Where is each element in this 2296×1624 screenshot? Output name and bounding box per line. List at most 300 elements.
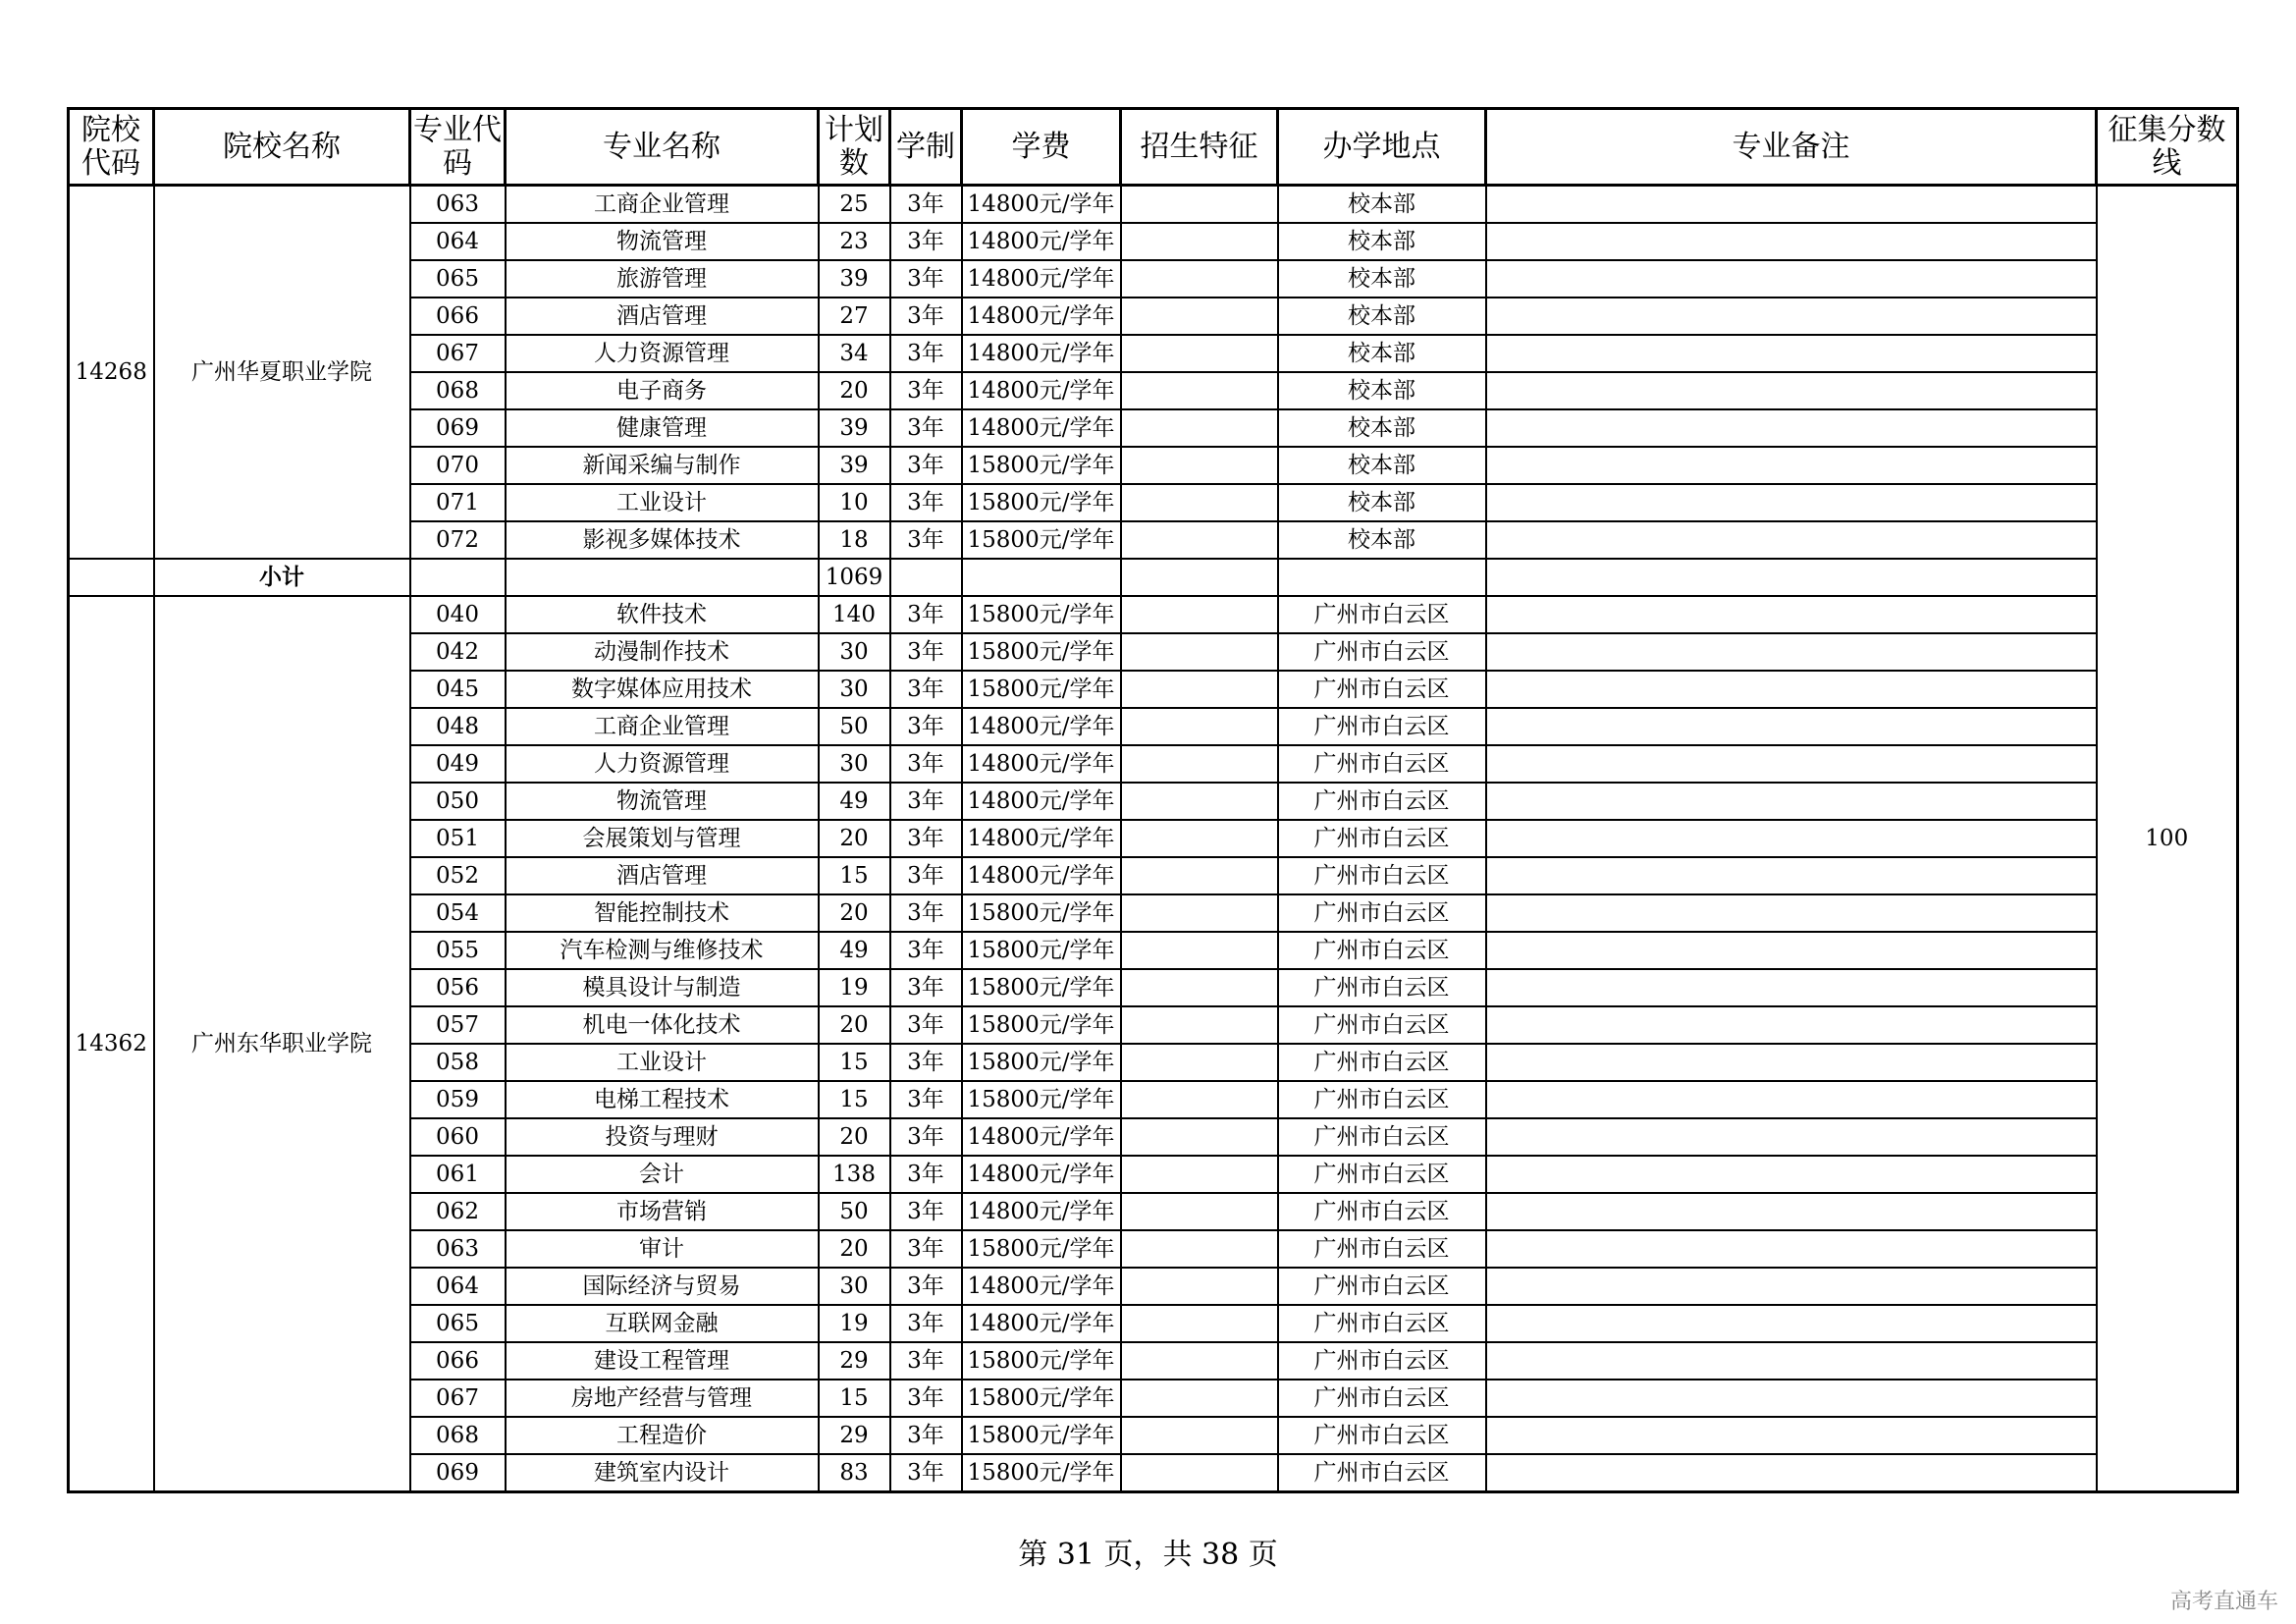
plan-count: 15 bbox=[819, 1380, 890, 1417]
major-name: 影视多媒体技术 bbox=[506, 521, 819, 559]
major-note bbox=[1486, 932, 2097, 969]
major-name: 电子商务 bbox=[506, 372, 819, 409]
duration: 3年 bbox=[890, 708, 962, 745]
major-code: 069 bbox=[410, 1454, 506, 1492]
major-name: 健康管理 bbox=[506, 409, 819, 447]
duration: 3年 bbox=[890, 745, 962, 783]
plan-count: 50 bbox=[819, 708, 890, 745]
subtotal-major-code bbox=[410, 559, 506, 596]
campus-location: 广州市白云区 bbox=[1278, 932, 1486, 969]
major-name: 会计 bbox=[506, 1156, 819, 1193]
campus-location: 广州市白云区 bbox=[1278, 969, 1486, 1006]
tuition: 15800元/学年 bbox=[962, 484, 1121, 521]
major-note bbox=[1486, 1268, 2097, 1305]
tuition: 14800元/学年 bbox=[962, 260, 1121, 298]
tuition: 14800元/学年 bbox=[962, 1268, 1121, 1305]
campus-location: 校本部 bbox=[1278, 372, 1486, 409]
plan-count: 20 bbox=[819, 1230, 890, 1268]
major-code: 068 bbox=[410, 1417, 506, 1454]
major-note bbox=[1486, 1417, 2097, 1454]
header-row bbox=[69, 109, 2238, 186]
duration: 3年 bbox=[890, 409, 962, 447]
subtotal-major-name bbox=[506, 559, 819, 596]
plan-count: 15 bbox=[819, 857, 890, 894]
major-code: 060 bbox=[410, 1118, 506, 1156]
major-note bbox=[1486, 1342, 2097, 1380]
institution-name: 广州华夏职业学院 bbox=[154, 186, 410, 560]
major-code: 070 bbox=[410, 447, 506, 484]
plan-count: 27 bbox=[819, 298, 890, 335]
campus-location: 校本部 bbox=[1278, 447, 1486, 484]
major-note bbox=[1486, 969, 2097, 1006]
major-note bbox=[1486, 633, 2097, 671]
tuition: 14800元/学年 bbox=[962, 186, 1121, 224]
campus-location: 广州市白云区 bbox=[1278, 1268, 1486, 1305]
major-code: 040 bbox=[410, 596, 506, 633]
major-name: 人力资源管理 bbox=[506, 335, 819, 372]
campus-location: 广州市白云区 bbox=[1278, 596, 1486, 633]
tuition: 15800元/学年 bbox=[962, 1342, 1121, 1380]
major-code: 072 bbox=[410, 521, 506, 559]
major-code: 065 bbox=[410, 1305, 506, 1342]
major-note bbox=[1486, 1081, 2097, 1118]
enrollment-feature bbox=[1121, 447, 1278, 484]
major-name: 酒店管理 bbox=[506, 298, 819, 335]
subtotal-label: 小计 bbox=[154, 559, 410, 596]
enrollment-feature bbox=[1121, 820, 1278, 857]
tuition: 14800元/学年 bbox=[962, 298, 1121, 335]
major-note bbox=[1486, 745, 2097, 783]
major-code: 049 bbox=[410, 745, 506, 783]
plan-count: 138 bbox=[819, 1156, 890, 1193]
plan-count: 39 bbox=[819, 447, 890, 484]
major-code: 051 bbox=[410, 820, 506, 857]
duration: 3年 bbox=[890, 857, 962, 894]
enrollment-feature bbox=[1121, 1268, 1278, 1305]
plan-count: 15 bbox=[819, 1081, 890, 1118]
major-note bbox=[1486, 223, 2097, 260]
major-name: 工商企业管理 bbox=[506, 186, 819, 224]
duration: 3年 bbox=[890, 1342, 962, 1380]
table-body bbox=[69, 186, 2238, 1492]
major-note bbox=[1486, 186, 2097, 224]
duration: 3年 bbox=[890, 1305, 962, 1342]
plan-count: 20 bbox=[819, 894, 890, 932]
major-code: 057 bbox=[410, 1006, 506, 1044]
header-inst-code: 院校代码 bbox=[69, 109, 154, 186]
tuition: 15800元/学年 bbox=[962, 1006, 1121, 1044]
tuition: 14800元/学年 bbox=[962, 708, 1121, 745]
enrollment-feature bbox=[1121, 372, 1278, 409]
tuition: 15800元/学年 bbox=[962, 969, 1121, 1006]
enrollment-feature bbox=[1121, 708, 1278, 745]
major-note bbox=[1486, 671, 2097, 708]
tuition: 15800元/学年 bbox=[962, 1380, 1121, 1417]
major-note bbox=[1486, 335, 2097, 372]
tuition: 14800元/学年 bbox=[962, 745, 1121, 783]
duration: 3年 bbox=[890, 1006, 962, 1044]
campus-location: 广州市白云区 bbox=[1278, 1417, 1486, 1454]
tuition: 15800元/学年 bbox=[962, 1081, 1121, 1118]
tuition: 14800元/学年 bbox=[962, 857, 1121, 894]
tuition: 14800元/学年 bbox=[962, 820, 1121, 857]
enrollment-feature bbox=[1121, 186, 1278, 224]
tuition: 15800元/学年 bbox=[962, 447, 1121, 484]
tuition: 15800元/学年 bbox=[962, 671, 1121, 708]
campus-location: 校本部 bbox=[1278, 186, 1486, 224]
major-name: 工商企业管理 bbox=[506, 708, 819, 745]
duration: 3年 bbox=[890, 1044, 962, 1081]
campus-location: 广州市白云区 bbox=[1278, 708, 1486, 745]
major-note bbox=[1486, 1044, 2097, 1081]
plan-count: 140 bbox=[819, 596, 890, 633]
duration: 3年 bbox=[890, 1230, 962, 1268]
tuition: 14800元/学年 bbox=[962, 1193, 1121, 1230]
table-row bbox=[69, 186, 2238, 224]
major-note bbox=[1486, 1305, 2097, 1342]
enrollment-feature bbox=[1121, 409, 1278, 447]
duration: 3年 bbox=[890, 820, 962, 857]
header-plan: 计划数 bbox=[819, 109, 890, 186]
major-code: 069 bbox=[410, 409, 506, 447]
tuition: 15800元/学年 bbox=[962, 1230, 1121, 1268]
major-code: 066 bbox=[410, 298, 506, 335]
enrollment-feature bbox=[1121, 671, 1278, 708]
campus-location: 广州市白云区 bbox=[1278, 1193, 1486, 1230]
major-note bbox=[1486, 708, 2097, 745]
plan-count: 25 bbox=[819, 186, 890, 224]
major-note bbox=[1486, 596, 2097, 633]
campus-location: 校本部 bbox=[1278, 260, 1486, 298]
subtotal-feature bbox=[1121, 559, 1278, 596]
campus-location: 校本部 bbox=[1278, 223, 1486, 260]
enrollment-feature bbox=[1121, 223, 1278, 260]
header-duration: 学制 bbox=[890, 109, 962, 186]
campus-location: 广州市白云区 bbox=[1278, 894, 1486, 932]
campus-location: 广州市白云区 bbox=[1278, 1118, 1486, 1156]
tuition: 14800元/学年 bbox=[962, 409, 1121, 447]
campus-location: 广州市白云区 bbox=[1278, 783, 1486, 820]
cutoff-score: 100 bbox=[2097, 186, 2238, 1492]
tuition: 15800元/学年 bbox=[962, 894, 1121, 932]
major-code: 063 bbox=[410, 186, 506, 224]
major-name: 模具设计与制造 bbox=[506, 969, 819, 1006]
subtotal-note bbox=[1486, 559, 2097, 596]
tuition: 14800元/学年 bbox=[962, 335, 1121, 372]
duration: 3年 bbox=[890, 932, 962, 969]
plan-count: 19 bbox=[819, 969, 890, 1006]
campus-location: 广州市白云区 bbox=[1278, 1081, 1486, 1118]
major-note bbox=[1486, 894, 2097, 932]
major-name: 智能控制技术 bbox=[506, 894, 819, 932]
tuition: 14800元/学年 bbox=[962, 223, 1121, 260]
duration: 3年 bbox=[890, 1454, 962, 1492]
major-name: 电梯工程技术 bbox=[506, 1081, 819, 1118]
campus-location: 广州市白云区 bbox=[1278, 1230, 1486, 1268]
major-code: 067 bbox=[410, 335, 506, 372]
major-code: 048 bbox=[410, 708, 506, 745]
major-name: 建设工程管理 bbox=[506, 1342, 819, 1380]
duration: 3年 bbox=[890, 447, 962, 484]
campus-location: 广州市白云区 bbox=[1278, 1156, 1486, 1193]
major-note bbox=[1486, 521, 2097, 559]
enrollment-feature bbox=[1121, 521, 1278, 559]
major-name: 工业设计 bbox=[506, 484, 819, 521]
institution-code: 14268 bbox=[69, 186, 154, 560]
tuition: 15800元/学年 bbox=[962, 932, 1121, 969]
enrollment-feature bbox=[1121, 1342, 1278, 1380]
major-code: 055 bbox=[410, 932, 506, 969]
campus-location: 广州市白云区 bbox=[1278, 820, 1486, 857]
major-note bbox=[1486, 409, 2097, 447]
enrollment-feature bbox=[1121, 1454, 1278, 1492]
enrollment-feature bbox=[1121, 633, 1278, 671]
major-name: 动漫制作技术 bbox=[506, 633, 819, 671]
page-footer: 第 31 页，共 38 页 bbox=[1018, 1538, 1278, 1572]
major-code: 066 bbox=[410, 1342, 506, 1380]
major-note bbox=[1486, 1454, 2097, 1492]
duration: 3年 bbox=[890, 1156, 962, 1193]
table-row bbox=[69, 596, 2238, 633]
major-note bbox=[1486, 783, 2097, 820]
campus-location: 校本部 bbox=[1278, 521, 1486, 559]
major-name: 物流管理 bbox=[506, 223, 819, 260]
tuition: 15800元/学年 bbox=[962, 596, 1121, 633]
duration: 3年 bbox=[890, 372, 962, 409]
major-note bbox=[1486, 820, 2097, 857]
campus-location: 广州市白云区 bbox=[1278, 1044, 1486, 1081]
major-code: 067 bbox=[410, 1380, 506, 1417]
admission-table bbox=[67, 107, 2239, 1493]
tuition: 14800元/学年 bbox=[962, 1118, 1121, 1156]
major-code: 059 bbox=[410, 1081, 506, 1118]
duration: 3年 bbox=[890, 633, 962, 671]
campus-location: 校本部 bbox=[1278, 298, 1486, 335]
subtotal-plan: 1069 bbox=[819, 559, 890, 596]
header-cutoff: 征集分数线 bbox=[2097, 109, 2238, 186]
major-name: 房地产经营与管理 bbox=[506, 1380, 819, 1417]
major-code: 062 bbox=[410, 1193, 506, 1230]
duration: 3年 bbox=[890, 671, 962, 708]
plan-count: 20 bbox=[819, 372, 890, 409]
major-name: 旅游管理 bbox=[506, 260, 819, 298]
major-note bbox=[1486, 298, 2097, 335]
plan-count: 19 bbox=[819, 1305, 890, 1342]
enrollment-feature bbox=[1121, 335, 1278, 372]
plan-count: 39 bbox=[819, 409, 890, 447]
duration: 3年 bbox=[890, 521, 962, 559]
campus-location: 广州市白云区 bbox=[1278, 671, 1486, 708]
major-name: 数字媒体应用技术 bbox=[506, 671, 819, 708]
enrollment-feature bbox=[1121, 969, 1278, 1006]
enrollment-feature bbox=[1121, 783, 1278, 820]
campus-location: 广州市白云区 bbox=[1278, 1380, 1486, 1417]
plan-count: 20 bbox=[819, 1006, 890, 1044]
major-name: 审计 bbox=[506, 1230, 819, 1268]
major-note bbox=[1486, 372, 2097, 409]
tuition: 15800元/学年 bbox=[962, 1417, 1121, 1454]
major-name: 会展策划与管理 bbox=[506, 820, 819, 857]
duration: 3年 bbox=[890, 1193, 962, 1230]
plan-count: 10 bbox=[819, 484, 890, 521]
campus-location: 广州市白云区 bbox=[1278, 1006, 1486, 1044]
major-note bbox=[1486, 260, 2097, 298]
major-code: 045 bbox=[410, 671, 506, 708]
enrollment-feature bbox=[1121, 1156, 1278, 1193]
header-feature: 招生特征 bbox=[1121, 109, 1278, 186]
plan-count: 39 bbox=[819, 260, 890, 298]
header-inst-name: 院校名称 bbox=[154, 109, 410, 186]
enrollment-feature bbox=[1121, 1417, 1278, 1454]
duration: 3年 bbox=[890, 596, 962, 633]
major-name: 投资与理财 bbox=[506, 1118, 819, 1156]
header-tuition: 学费 bbox=[962, 109, 1121, 186]
duration: 3年 bbox=[890, 969, 962, 1006]
campus-location: 广州市白云区 bbox=[1278, 1305, 1486, 1342]
major-code: 054 bbox=[410, 894, 506, 932]
header-note: 专业备注 bbox=[1486, 109, 2097, 186]
major-code: 052 bbox=[410, 857, 506, 894]
tuition: 15800元/学年 bbox=[962, 633, 1121, 671]
duration: 3年 bbox=[890, 298, 962, 335]
major-code: 064 bbox=[410, 223, 506, 260]
duration: 3年 bbox=[890, 1417, 962, 1454]
plan-count: 30 bbox=[819, 671, 890, 708]
enrollment-feature bbox=[1121, 1006, 1278, 1044]
plan-count: 83 bbox=[819, 1454, 890, 1492]
plan-count: 29 bbox=[819, 1342, 890, 1380]
header-location: 办学地点 bbox=[1278, 109, 1486, 186]
major-code: 050 bbox=[410, 783, 506, 820]
campus-location: 校本部 bbox=[1278, 335, 1486, 372]
enrollment-feature bbox=[1121, 1305, 1278, 1342]
plan-count: 29 bbox=[819, 1417, 890, 1454]
plan-count: 30 bbox=[819, 745, 890, 783]
plan-count: 30 bbox=[819, 1268, 890, 1305]
major-name: 建筑室内设计 bbox=[506, 1454, 819, 1492]
major-note bbox=[1486, 1156, 2097, 1193]
major-name: 人力资源管理 bbox=[506, 745, 819, 783]
duration: 3年 bbox=[890, 783, 962, 820]
major-note bbox=[1486, 447, 2097, 484]
major-name: 工业设计 bbox=[506, 1044, 819, 1081]
plan-count: 18 bbox=[819, 521, 890, 559]
major-name: 工程造价 bbox=[506, 1417, 819, 1454]
major-note bbox=[1486, 1230, 2097, 1268]
major-name: 市场营销 bbox=[506, 1193, 819, 1230]
enrollment-feature bbox=[1121, 1230, 1278, 1268]
campus-location: 广州市白云区 bbox=[1278, 1342, 1486, 1380]
major-name: 酒店管理 bbox=[506, 857, 819, 894]
major-note bbox=[1486, 857, 2097, 894]
major-name: 软件技术 bbox=[506, 596, 819, 633]
watermark: 高考直通车 bbox=[2169, 1590, 2278, 1614]
duration: 3年 bbox=[890, 223, 962, 260]
enrollment-feature bbox=[1121, 1081, 1278, 1118]
enrollment-feature bbox=[1121, 484, 1278, 521]
enrollment-feature bbox=[1121, 894, 1278, 932]
major-name: 物流管理 bbox=[506, 783, 819, 820]
enrollment-feature bbox=[1121, 857, 1278, 894]
plan-count: 49 bbox=[819, 932, 890, 969]
institution-name: 广州东华职业学院 bbox=[154, 596, 410, 1492]
major-note bbox=[1486, 484, 2097, 521]
duration: 3年 bbox=[890, 1380, 962, 1417]
major-note bbox=[1486, 1006, 2097, 1044]
subtotal-location bbox=[1278, 559, 1486, 596]
plan-count: 15 bbox=[819, 1044, 890, 1081]
duration: 3年 bbox=[890, 1268, 962, 1305]
major-code: 058 bbox=[410, 1044, 506, 1081]
plan-count: 34 bbox=[819, 335, 890, 372]
tuition: 15800元/学年 bbox=[962, 1454, 1121, 1492]
plan-count: 50 bbox=[819, 1193, 890, 1230]
campus-location: 广州市白云区 bbox=[1278, 857, 1486, 894]
enrollment-feature bbox=[1121, 745, 1278, 783]
major-name: 国际经济与贸易 bbox=[506, 1268, 819, 1305]
major-code: 068 bbox=[410, 372, 506, 409]
major-note bbox=[1486, 1380, 2097, 1417]
major-code: 056 bbox=[410, 969, 506, 1006]
enrollment-feature bbox=[1121, 1193, 1278, 1230]
duration: 3年 bbox=[890, 894, 962, 932]
subtotal-spacer bbox=[69, 559, 154, 596]
campus-location: 广州市白云区 bbox=[1278, 745, 1486, 783]
enrollment-feature bbox=[1121, 298, 1278, 335]
duration: 3年 bbox=[890, 186, 962, 224]
major-code: 065 bbox=[410, 260, 506, 298]
enrollment-feature bbox=[1121, 1380, 1278, 1417]
major-note bbox=[1486, 1118, 2097, 1156]
tuition: 14800元/学年 bbox=[962, 372, 1121, 409]
campus-location: 校本部 bbox=[1278, 409, 1486, 447]
major-code: 063 bbox=[410, 1230, 506, 1268]
campus-location: 广州市白云区 bbox=[1278, 633, 1486, 671]
tuition: 14800元/学年 bbox=[962, 1156, 1121, 1193]
tuition: 15800元/学年 bbox=[962, 521, 1121, 559]
duration: 3年 bbox=[890, 484, 962, 521]
campus-location: 广州市白云区 bbox=[1278, 1454, 1486, 1492]
enrollment-feature bbox=[1121, 596, 1278, 633]
major-name: 机电一体化技术 bbox=[506, 1006, 819, 1044]
plan-count: 30 bbox=[819, 633, 890, 671]
enrollment-feature bbox=[1121, 260, 1278, 298]
header-major-name: 专业名称 bbox=[506, 109, 819, 186]
subtotal-tuition bbox=[962, 559, 1121, 596]
plan-count: 23 bbox=[819, 223, 890, 260]
institution-code: 14362 bbox=[69, 596, 154, 1492]
major-name: 汽车检测与维修技术 bbox=[506, 932, 819, 969]
duration: 3年 bbox=[890, 1081, 962, 1118]
major-name: 互联网金融 bbox=[506, 1305, 819, 1342]
duration: 3年 bbox=[890, 335, 962, 372]
tuition: 14800元/学年 bbox=[962, 783, 1121, 820]
enrollment-feature bbox=[1121, 1044, 1278, 1081]
tuition: 14800元/学年 bbox=[962, 1305, 1121, 1342]
header-major-code: 专业代码 bbox=[410, 109, 506, 186]
major-note bbox=[1486, 1193, 2097, 1230]
major-code: 042 bbox=[410, 633, 506, 671]
enrollment-feature bbox=[1121, 932, 1278, 969]
plan-count: 20 bbox=[819, 1118, 890, 1156]
major-name: 新闻采编与制作 bbox=[506, 447, 819, 484]
major-code: 064 bbox=[410, 1268, 506, 1305]
subtotal-duration bbox=[890, 559, 962, 596]
subtotal-row bbox=[69, 559, 2238, 596]
enrollment-feature bbox=[1121, 1118, 1278, 1156]
duration: 3年 bbox=[890, 260, 962, 298]
major-code: 061 bbox=[410, 1156, 506, 1193]
